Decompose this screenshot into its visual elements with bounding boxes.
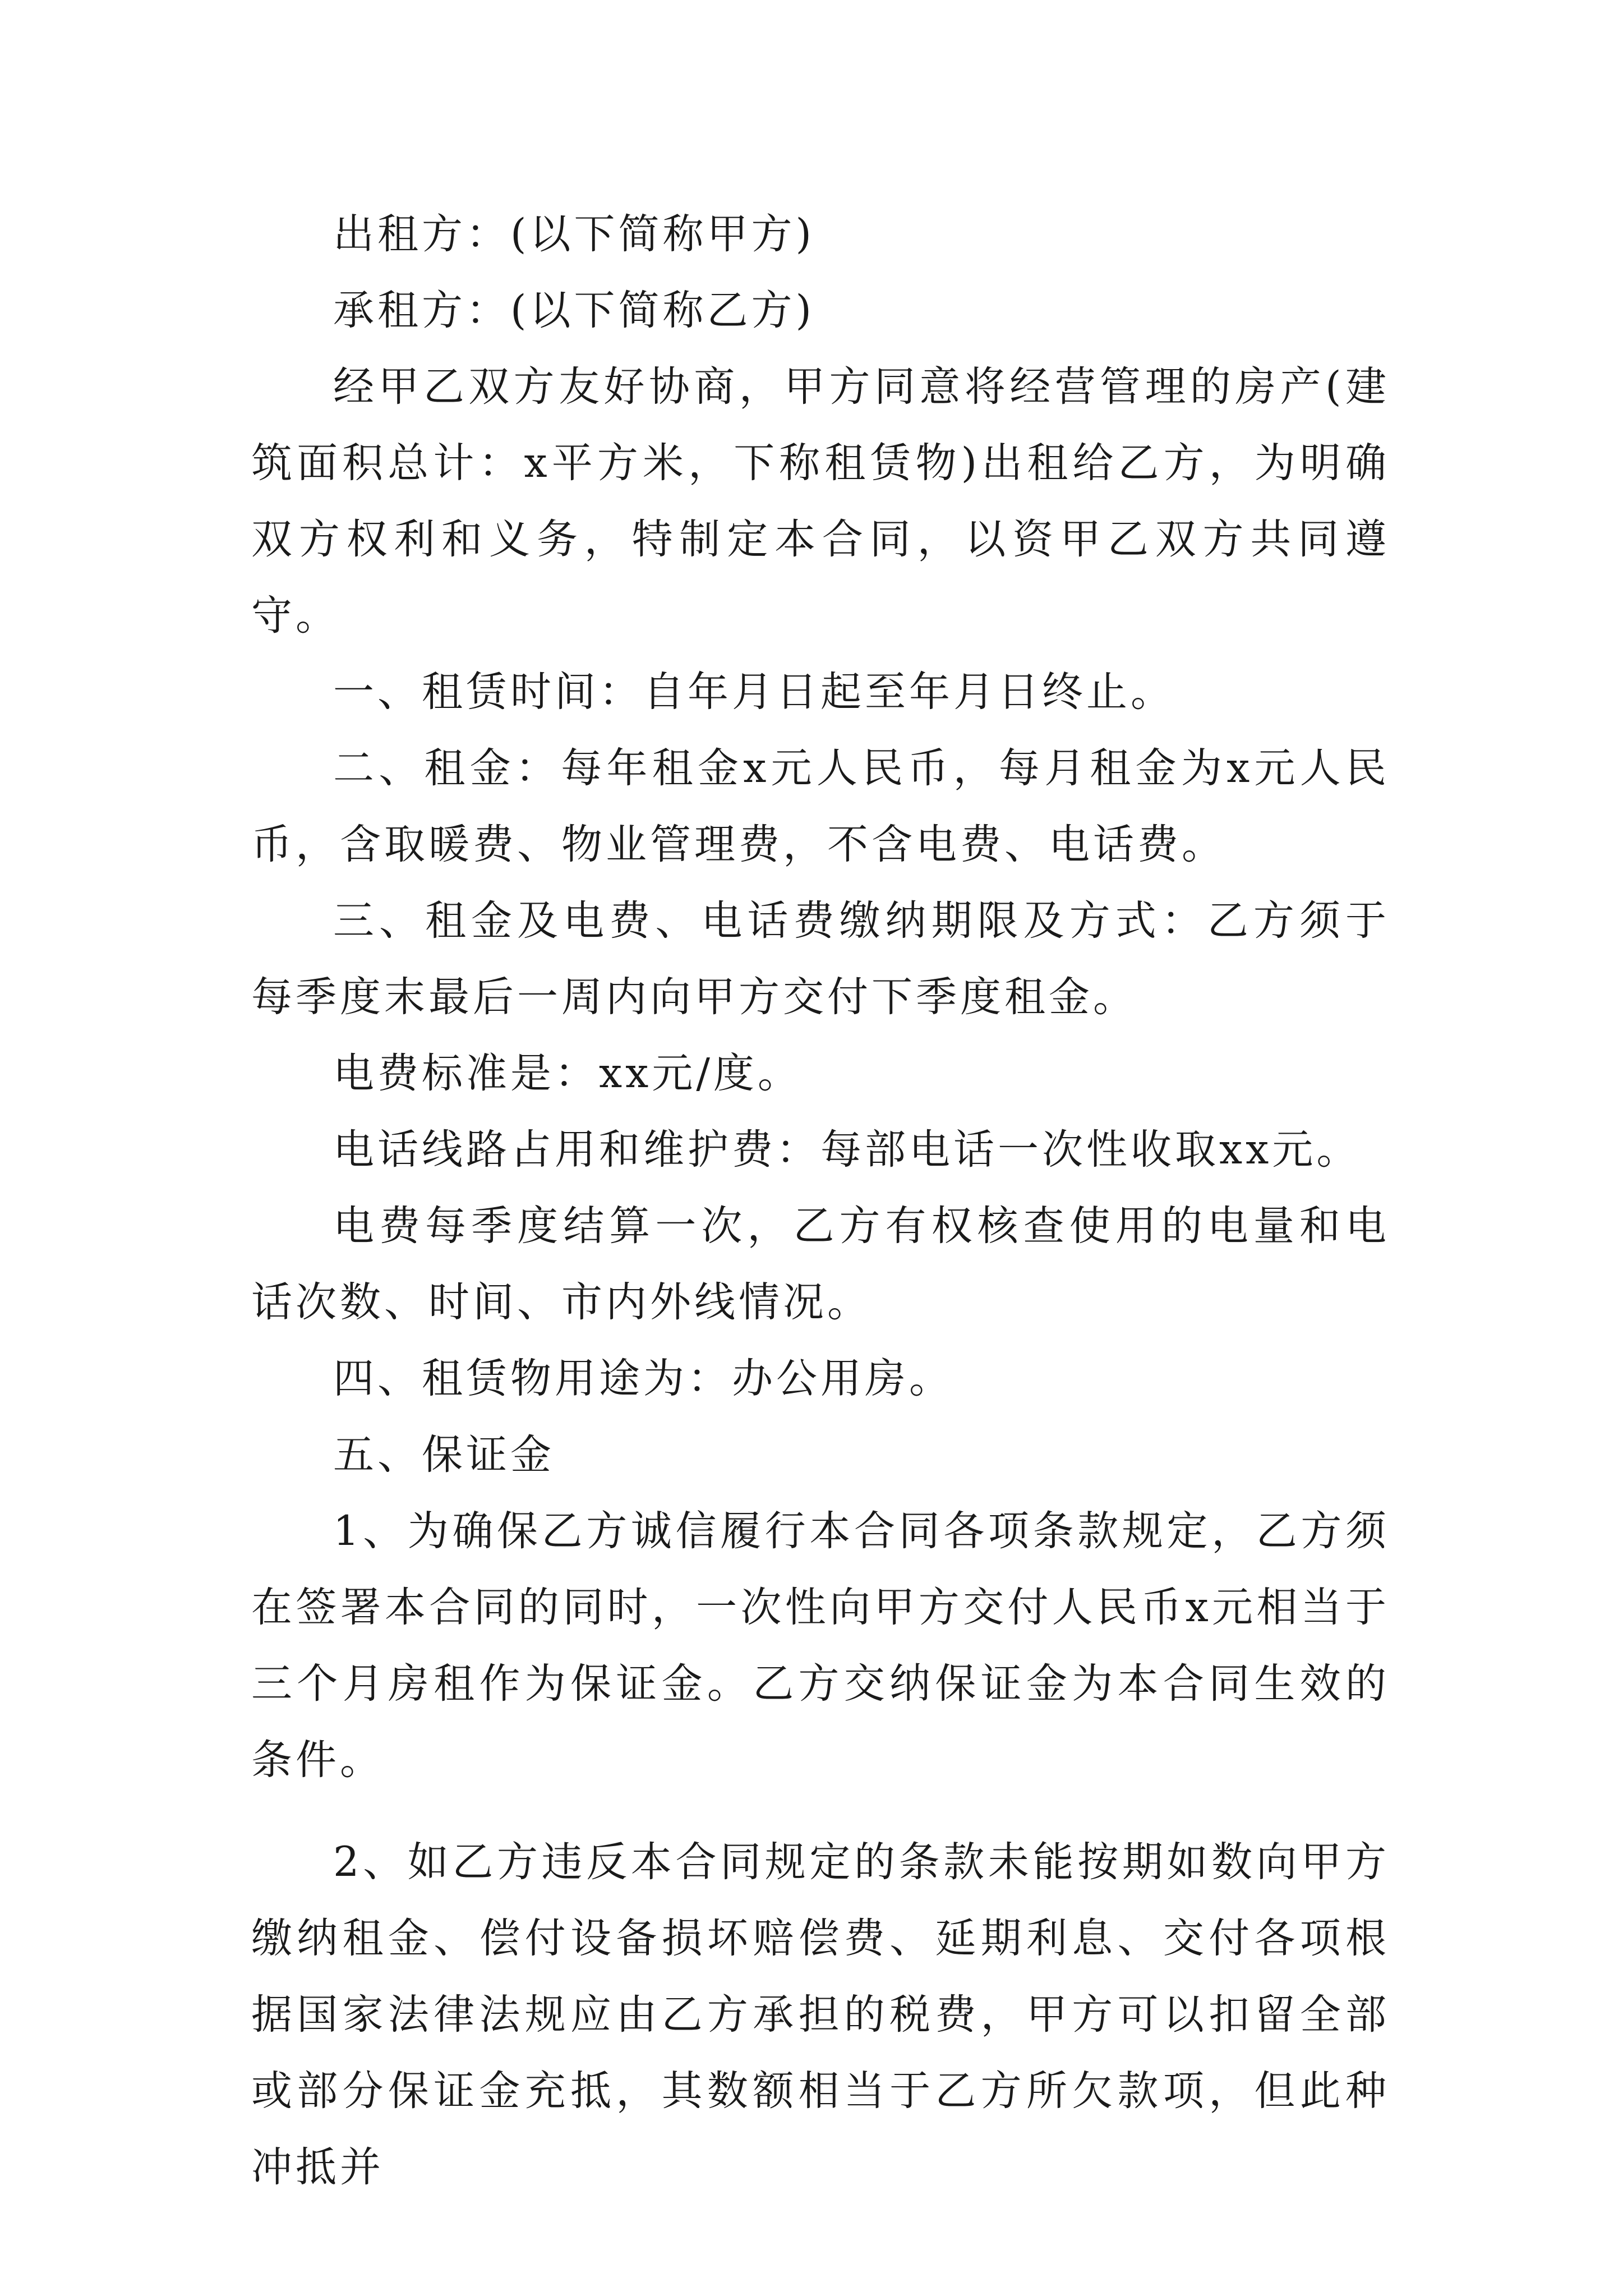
contract-body [251,196,1390,2206]
paragraph-electricity-rate: 电费标准是：xx元/度。 [333,1050,802,1097]
paragraph-deposit-2: 2、如乙方违反本合同规定的条款未能按期如数向甲方缴纳租金、偿付设备损坏赔偿费、延期利息、交付各项根据国家法律法规应由乙方承担的税费，甲方可以扣留全部或部分保证金充抵，其数额相当于乙方所欠款项，但此种冲抵并 [251,1838,1390,2191]
paragraph-rent: 二、租金：每年租金x元人民币，每月租金为x元人民币，含取暖费、物业管理费，不含电费、电话费。 [251,744,1390,868]
paragraph-deposit-1: 1、为确保乙方诚信履行本合同各项条款规定，乙方须在签署本合同的同时，一次性向甲方交付人民币x元相当于三个月房租作为保证金。乙方交纳保证金为本合同生效的条件。 [251,1507,1390,1784]
paragraph-settlement: 电费每季度结算一次，乙方有权核查使用的电量和电话次数、时间、市内外线情况。 [251,1202,1390,1326]
paragraph-phone-fee: 电话线路占用和维护费：每部电话一次性收取xx元。 [333,1126,1361,1174]
paragraph-usage: 四、租赁物用途为：办公用房。 [333,1355,953,1402]
paragraph-lessee: 承租方：(以下简称乙方) [333,287,815,334]
paragraph-lessor: 出租方：(以下简称甲方) [333,210,815,258]
section-heading-deposit: 五、保证金 [333,1431,555,1479]
paragraph-payment-terms: 三、租金及电费、电话费缴纳期限及方式：乙方须于每季度末最后一周内向甲方交付下季度租金。 [251,897,1390,1021]
paragraph-preamble: 经甲乙双方友好协商，甲方同意将经营管理的房产(建筑面积总计：x平方米，下称租赁物)出租给乙方，为明确双方权利和义务，特制定本合同，以资甲乙双方共同遵守。 [251,363,1390,639]
paragraph-lease-term: 一、租赁时间：自年月日起至年月日终止。 [333,668,1175,716]
